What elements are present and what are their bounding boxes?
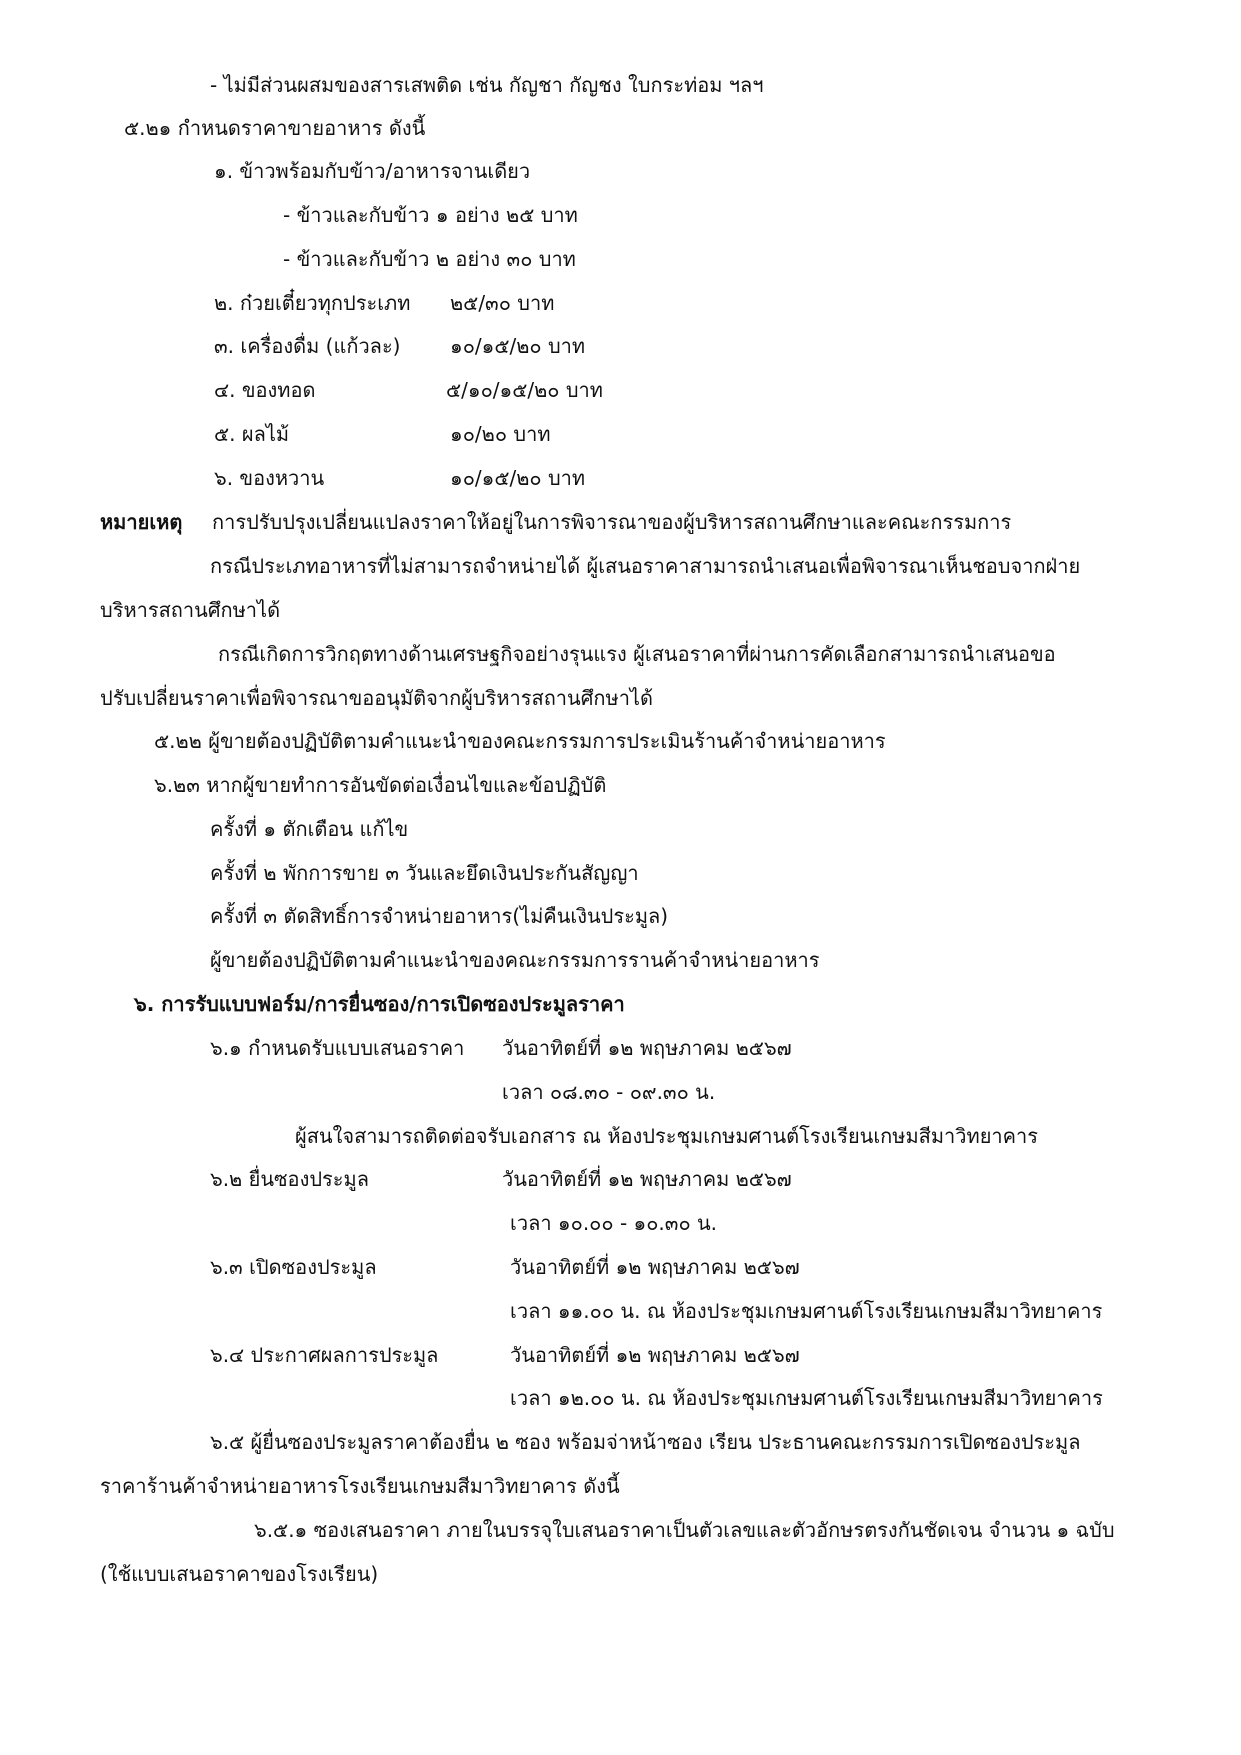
price-item: - ข้าวและกับข้าว ๑ อย่าง ๒๕ บาท	[283, 203, 578, 227]
text-line: กรณีประเภทอาหารที่ไม่สามารถจำหน่ายได้ ผู้เสนอราคาสามารถนำเสนอเพื่อพิจารณาเห็นชอบจากฝ่าย	[210, 554, 1081, 578]
text-line: ๖.๕ ผู้ยื่นซองประมูลราคาต้องยื่น ๒ ซอง พร้อมจ่าหน้าซอง เรียน ประธานคณะกรรมการเปิดซองประมูล	[210, 1430, 1081, 1454]
text-line: ผู้ขายต้องปฏิบัติตามคำแนะนำของคณะกรรมการรานค้าจำหน่ายอาหาร	[210, 948, 820, 972]
section-heading-6: ๖. การรับแบบฟอร์ม/การยื่นซอง/การเปิดซองประมูลราคา	[134, 992, 625, 1016]
text-line: ครั้งที่ ๓ ตัดสิทธิ์การจำหน่ายอาหาร(ไม่คืนเงินประมูล)	[210, 904, 669, 928]
price-item-label: ๖. ของหวาน	[214, 466, 325, 490]
text-line: - ไม่มีส่วนผสมของสารเสพติด เช่น กัญชา กัญชง ใบกระท่อม ฯลฯ	[210, 73, 764, 97]
text-line: บริหารสถานศึกษาได้	[100, 598, 281, 622]
note-label: หมายเหตุ	[100, 510, 183, 534]
schedule-time: เวลา ๐๘.๓๐ - ๐๙.๓๐ น.	[502, 1080, 716, 1104]
price-item-label: ๒. ก๋วยเตี๋ยวทุกประเภท	[214, 291, 411, 315]
text-line: ราคาร้านค้าจำหน่ายอาหารโรงเรียนเกษมสีมาวิทยาคาร ดังนี้	[100, 1474, 620, 1498]
schedule-time: เวลา ๑๒.๐๐ น. ณ ห้องประชุมเกษมศานต์โรงเรียนเกษมสีมาวิทยาคาร	[510, 1386, 1103, 1410]
schedule-label: ๖.๑ กำหนดรับแบบเสนอราคา	[210, 1036, 465, 1060]
text-line: ผู้สนใจสามารถติดต่อจรับเอกสาร ณ ห้องประชุมเกษมศานต์โรงเรียนเกษมสีมาวิทยาคาร	[295, 1124, 1038, 1148]
price-item-value: ๒๕/๓๐ บาท	[450, 291, 555, 315]
price-item-label: ๕. ผลไม้	[214, 422, 290, 446]
schedule-time: เวลา ๑๐.๐๐ - ๑๐.๓๐ น.	[510, 1211, 718, 1235]
price-item-label: ๔. ของทอด	[214, 378, 316, 402]
schedule-date: วันอาทิตย์ที่ ๑๒ พฤษภาคม ๒๕๖๗	[502, 1036, 792, 1060]
text-line: (ใช้แบบเสนอราคาของโรงเรียน)	[100, 1562, 379, 1586]
schedule-date: วันอาทิตย์ที่ ๑๒ พฤษภาคม ๒๕๖๗	[510, 1343, 800, 1367]
section-heading-5-22: ๕.๒๒ ผู้ขายต้องปฏิบัติตามคำแนะนำของคณะกรรมการประเมินร้านค้าจำหน่ายอาหาร	[154, 729, 886, 753]
text-line: ครั้งที่ ๒ พักการขาย ๓ วันและยึดเงินประกันสัญญา	[210, 861, 639, 885]
price-item-value: ๑๐/๑๕/๒๐ บาท	[450, 334, 586, 358]
schedule-date: วันอาทิตย์ที่ ๑๒ พฤษภาคม ๒๕๖๗	[510, 1255, 800, 1279]
note-text: การปรับปรุงเปลี่ยนแปลงราคาให้อยู่ในการพิจารณาของผู้บริหารสถานศึกษาและคณะกรรมการ	[212, 510, 1012, 534]
text-line: ครั้งที่ ๑ ตักเตือน แก้ไข	[210, 817, 409, 841]
text-line: กรณีเกิดการวิกฤตทางด้านเศรษฐกิจอย่างรุนแรง ผู้เสนอราคาที่ผ่านการคัดเลือกสามารถนำเสนอขอ	[218, 642, 1056, 666]
schedule-label: ๖.๔ ประกาศผลการประมูล	[210, 1343, 439, 1367]
text-line: ๖.๕.๑ ซองเสนอราคา ภายในบรรจุใบเสนอราคาเป็นตัวเลขและตัวอักษรตรงกันชัดเจน จำนวน ๑ ฉบับ	[254, 1518, 1115, 1542]
schedule-time: เวลา ๑๑.๐๐ น. ณ ห้องประชุมเกษมศานต์โรงเรียนเกษมสีมาวิทยาคาร	[510, 1299, 1103, 1323]
price-item-value: ๕/๑๐/๑๕/๒๐ บาท	[446, 378, 603, 402]
price-item: - ข้าวและกับข้าว ๒ อย่าง ๓๐ บาท	[283, 247, 576, 271]
text-line: ปรับเปลี่ยนราคาเพื่อพิจารณาขออนุมัติจากผู้บริหารสถานศึกษาได้	[100, 686, 653, 710]
section-heading-5-21: ๕.๒๑ กำหนดราคาขายอาหาร ดังนี้	[124, 116, 426, 140]
price-item-label: ๓. เครื่องดื่ม (แก้วละ)	[214, 334, 401, 358]
schedule-date: วันอาทิตย์ที่ ๑๒ พฤษภาคม ๒๕๖๗	[502, 1167, 792, 1191]
price-item-value: ๑๐/๒๐ บาท	[450, 422, 551, 446]
schedule-label: ๖.๒ ยื่นซองประมูล	[210, 1167, 369, 1191]
price-item-value: ๑๐/๑๕/๒๐ บาท	[450, 466, 586, 490]
text-line: ๑. ข้าวพร้อมกับข้าว/อาหารจานเดียว	[214, 159, 531, 183]
schedule-label: ๖.๓ เปิดซองประมูล	[210, 1255, 377, 1279]
section-heading-6-23: ๖.๒๓ หากผู้ขายทำการอันขัดต่อเงื่อนไขและข้อปฏิบัติ	[154, 773, 607, 797]
